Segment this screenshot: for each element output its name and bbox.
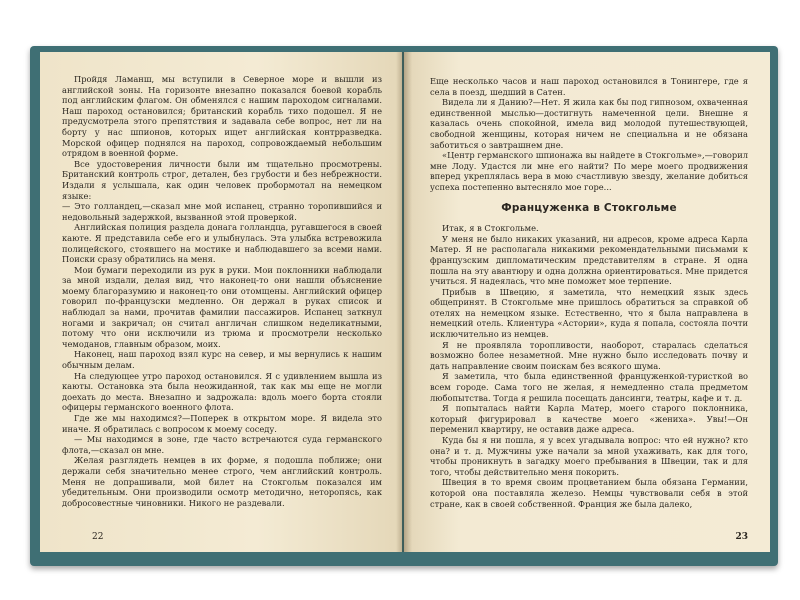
paragraph: Наконец, наш пароход взял курс на север, и мы вернулись к нашим обычным делам. <box>62 349 382 371</box>
paragraph: Мои бумаги переходили из рук в руки. Мои поклонники наблюдали за мной издали, делая вид, что наконец-то они нашли объяснение моему благоразумию и наконец-то они отомщены. Английский офицер говорил по-французски медленно. Он держал в руках список и наблюдал за нами, прочитав фамилии пассажиров. Испанец заткнул ногами и закричал; он считал англичан слишком неделикатными, потому что они исключили из трюма и просмотрели несколько чемоданов, главным образом, моих. <box>62 264 382 349</box>
paragraph: Я заметила, что была единственной француженкой-туристкой во всем городе. Сама того не желая, я немедленно стала предметом любопытства. Тогда я решила посещать дансинги, театры, кафе и т. д. <box>430 371 748 403</box>
paragraph: Итак, я в Стокгольме. <box>442 223 539 234</box>
left-page <box>40 52 402 552</box>
paragraph: Желая разглядеть немцев в их форме, я подошла поближе; они держали себя значительно менее строго, чем английский контроль. Меня не допрашивали, мой билет на Стокгольм показался им убедительным. Они производили осмотр методично, неторопясь, как добросовестные чиновники. Никого не раздевали. <box>62 455 382 508</box>
paragraph: Я не проявляла торопливости, наоборот, старалась сделаться возможно более незаметной. Мне нужно было исследовать почву и дать направление своим поискам без всякого шума. <box>430 339 748 371</box>
paragraph: Я попыталась найти Карла Матер, моего старого поклонника, который фигурировал в качестве моего «жениха». Увы!—Он переменил квартиру, не оставив даже адреса. <box>430 403 748 435</box>
right-page <box>404 52 770 552</box>
paragraph: Еще несколько часов и наш пароход остановился в Тонингере, где я села в поезд, шедший в Сатен. <box>430 76 748 97</box>
paragraph: Прибыв в Швецию, я заметила, что немецкий язык здесь общепринят. В Стокгольме мне пришлось обратиться за справкой об отелях на немецком языке. Естественно, что я была направлена в немецкий отель. Клиентура «Астории», куда я попала, состояла почти исключительно из немцев. <box>430 286 748 340</box>
book-gutter <box>396 52 412 552</box>
chapter-heading: Француженка в Стокгольме <box>501 201 677 214</box>
paragraph: Все удостоверения личности были им тщательно просмотрены. Британский контроль строг, детален, без грубости и без небрежности. Издали я услышала, как один человек пробормотал на немецком языке: <box>62 158 382 201</box>
page-number-right: 23 <box>735 532 748 542</box>
paragraph: На следующее утро пароход остановился. Я с удивлением вышла из каюты. Остановка эта была неожиданной, так как мы еще не могли доехать до места. Внезапно и задрожала: вдоль моего борта стояли офицеры германского военного флота. <box>62 370 382 413</box>
paragraph: Пройдя Ламанш, мы вступили в Северное море и вышли из английской зоны. На горизонте внезапно показался боевой корабль под английским флагом. Он обменялся с нашим пароходом сигналами. Наш пароход остановился; британский корабль тихо подошел. Я не предусмотрела этого препятствия и задавала себе вопрос, нет ли на борту у нас шпионов, которых ищет английская контрразведка. Морской офицер поднялся на пароход, сопровождаемый небольшим отрядом в военной форме. <box>62 74 382 159</box>
paragraph: Английская полиция раздела донага голландца, ругавшегося в своей каюте. Я представила себе его и улыбнулась. Эта улыбка встревожила полицейского, стоявшего на мостике и наблюдавшего за всеми нами. Поиски сразу обратились на меня. <box>62 222 382 265</box>
paragraph: «Центр германского шпионажа вы найдете в Стокгольме»,—говорил мне Лоду. Удастся ли мне его найти? По мере моего продвижения вперед укреплялась вера в мою счастливую звезду, желание добиться успеха постепенно вытесняло мое горе... <box>430 150 748 192</box>
paragraph: — Мы находимся в зоне, где часто встречаются суда германского флота,—сказал он мне. <box>62 434 382 455</box>
paragraph: У меня не было никаких указаний, ни адресов, кроме адреса Карла Матер. Я не располагала никакими рекомендательными письмами к французским дипломатическим представителям в стране. Я одна пошла на эту авантюру и одна должна ориентироваться. Мне придется учиться. Я надеялась, что мне поможет мое терпение. <box>430 233 748 287</box>
paragraph: Куда бы я ни пошла, я у всех угадывала вопрос: что ей нужно? кто она? и т. д. Мужчины уже начали за мной ухаживать, как для того, чтобы проникнуть в загадку моего пребывания в Швеции, так и для того, чтобы действительно меня покорить. <box>430 435 748 477</box>
paragraph: — Это голландец,—сказал мне мой испанец, странно торопившийся и недовольный задержкой, вызванной этой проверкой. <box>62 201 382 222</box>
paragraph: Швеция в то время своим процветанием была обязана Германии, которой она поставляла железо. Немцы чувствовали себя в этой стране, как в своей собственной. Франция же была далеко, <box>430 477 748 509</box>
paragraph: Видела ли я Данию?—Нет. Я жила как бы под гипнозом, охваченная единственной мыслью—достигнуть намеченной цели. Внешне я казалась очень спокойной, имела вид молодой путешествующей, свободной женщины, которая ничем не специальна и не обязана заботиться о завтрашнем дне. <box>430 97 748 150</box>
right-page-text <box>430 76 748 509</box>
left-page-text <box>62 74 382 508</box>
page-number-left: 22 <box>92 532 104 542</box>
paragraph: Где же мы находимся?—Поперек в открытом море. Я видела это иначе. Я обратилась с вопросом к моему соседу. <box>62 413 382 434</box>
